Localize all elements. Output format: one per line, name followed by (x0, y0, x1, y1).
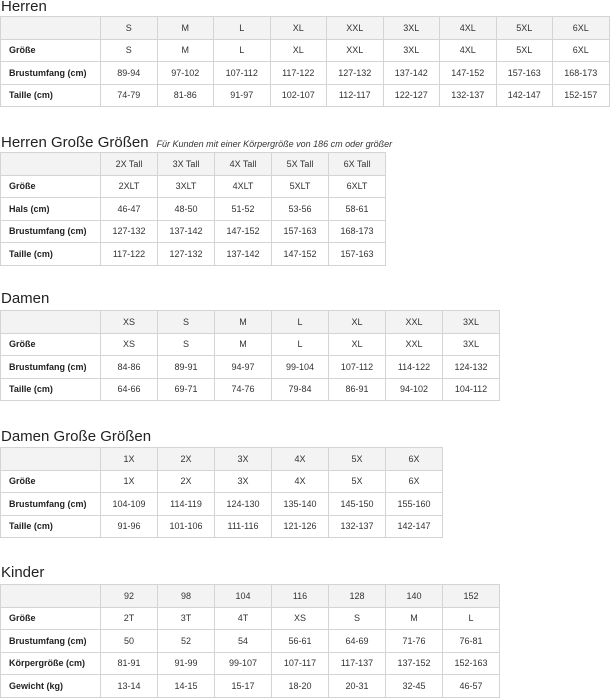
table-cell: XXL (386, 333, 443, 356)
header-corner-cell (1, 153, 101, 176)
table-cell: 1X (101, 470, 158, 493)
header-size-cell: 5X (329, 448, 386, 471)
header-corner-cell (1, 585, 101, 608)
header-corner-cell (1, 311, 101, 334)
table-row (1, 470, 443, 493)
header-size-cell: 140 (386, 585, 443, 608)
table-cell: 137-142 (158, 220, 215, 243)
row-label: Brustumfang (cm) (1, 356, 101, 379)
table-cell: 51-52 (215, 198, 272, 221)
row-label: Hals (cm) (1, 198, 101, 221)
table-header-row (1, 311, 500, 334)
table-cell: 52 (158, 630, 215, 653)
header-size-cell: 3X (215, 448, 272, 471)
table-cell: 107-112 (329, 356, 386, 379)
table-cell: 48-50 (158, 198, 215, 221)
header-size-cell: 98 (158, 585, 215, 608)
table-cell: 86-91 (329, 378, 386, 401)
section-title-damen (1, 290, 49, 307)
table-cell: 84-86 (101, 356, 158, 379)
table-cell: 3XL (383, 39, 440, 62)
table-cell: XS (272, 607, 329, 630)
header-size-cell: 92 (101, 585, 158, 608)
table-cell: 81-86 (157, 84, 214, 107)
table-cell: 155-160 (386, 493, 443, 516)
table-cell: 124-132 (443, 356, 500, 379)
row-label: Brustumfang (cm) (1, 220, 101, 243)
table-cell: M (386, 607, 443, 630)
header-size-cell: S (158, 311, 215, 334)
table-row (1, 198, 386, 221)
section-note: Für Kunden mit einer Körpergröße von 186 cm oder größer (156, 139, 393, 149)
table-row (1, 84, 610, 107)
table-cell: L (443, 607, 500, 630)
section-title-damen-gross (1, 428, 151, 445)
header-corner-cell (1, 17, 101, 40)
table-cell: L (272, 333, 329, 356)
table-cell: 5XL (496, 39, 553, 62)
table-cell: 122-127 (383, 84, 440, 107)
table-cell: 157-163 (496, 62, 553, 85)
row-label: Taille (cm) (1, 243, 101, 266)
section-title-herren-gross (1, 134, 392, 151)
header-corner-cell (1, 448, 101, 471)
header-size-cell: 2X Tall (101, 153, 158, 176)
table-cell: 89-94 (101, 62, 158, 85)
table-cell: 114-122 (386, 356, 443, 379)
row-label: Brustumfang (cm) (1, 62, 101, 85)
table-cell: 64-66 (101, 378, 158, 401)
table-cell: 124-130 (215, 493, 272, 516)
table-cell: 20-31 (329, 675, 386, 698)
table-cell: 111-116 (215, 515, 272, 538)
table-cell: 142-147 (386, 515, 443, 538)
row-label: Brustumfang (cm) (1, 493, 101, 516)
table-cell: 4T (215, 607, 272, 630)
table-cell: 121-126 (272, 515, 329, 538)
table-cell: 56-61 (272, 630, 329, 653)
table-cell: L (214, 39, 271, 62)
table-cell: 117-137 (329, 652, 386, 675)
table-cell: 18-20 (272, 675, 329, 698)
row-label: Brustumfang (cm) (1, 630, 101, 653)
table-cell: 132-137 (440, 84, 497, 107)
table-row (1, 220, 386, 243)
row-label: Gewicht (kg) (1, 675, 101, 698)
table-row (1, 175, 386, 198)
row-label: Größe (1, 175, 101, 198)
section-title-text: Kinder (1, 564, 45, 581)
table-row (1, 607, 500, 630)
table-cell: 50 (101, 630, 158, 653)
table-cell: 79-84 (272, 378, 329, 401)
header-size-cell: M (215, 311, 272, 334)
table-row (1, 39, 610, 62)
row-label: Taille (cm) (1, 84, 101, 107)
table-cell: 147-152 (215, 220, 272, 243)
table-cell: 132-137 (329, 515, 386, 538)
table-cell: M (215, 333, 272, 356)
section-title-text: Herren Große Größen (1, 134, 149, 151)
table-row (1, 356, 500, 379)
header-size-cell: S (101, 17, 158, 40)
table-cell: 2T (101, 607, 158, 630)
table-cell: 137-152 (386, 652, 443, 675)
row-label: Taille (cm) (1, 515, 101, 538)
size-table-kinder (0, 584, 500, 698)
table-cell: 14-15 (158, 675, 215, 698)
header-size-cell: L (272, 311, 329, 334)
table-cell: 32-45 (386, 675, 443, 698)
table-cell: 6XLT (329, 175, 386, 198)
table-header-row (1, 585, 500, 608)
header-size-cell: 1X (101, 448, 158, 471)
table-cell: 102-107 (270, 84, 327, 107)
size-table-damen-gross (0, 447, 443, 538)
table-cell: 76-81 (443, 630, 500, 653)
header-size-cell: 3XL (443, 311, 500, 334)
table-cell: 91-99 (158, 652, 215, 675)
size-table-herren (0, 16, 610, 107)
table-cell: 74-79 (101, 84, 158, 107)
table-cell: 114-119 (158, 493, 215, 516)
table-cell: 104-109 (101, 493, 158, 516)
section-title-kinder (1, 564, 44, 581)
table-row (1, 333, 500, 356)
section-title-text: Herren (1, 0, 47, 15)
header-size-cell: XL (270, 17, 327, 40)
section-title-text: Damen (1, 290, 50, 307)
table-row (1, 630, 500, 653)
table-row (1, 243, 386, 266)
table-cell: 168-173 (553, 62, 610, 85)
table-cell: 137-142 (383, 62, 440, 85)
table-cell: M (157, 39, 214, 62)
table-cell: 91-97 (214, 84, 271, 107)
section-title-herren (1, 0, 47, 15)
table-cell: XL (270, 39, 327, 62)
table-cell: 127-132 (327, 62, 384, 85)
table-cell: 94-102 (386, 378, 443, 401)
table-cell: S (158, 333, 215, 356)
table-cell: 101-106 (158, 515, 215, 538)
table-cell: 4X (272, 470, 329, 493)
table-cell: 64-69 (329, 630, 386, 653)
table-cell: S (101, 39, 158, 62)
section-title-text: Damen Große Größen (1, 428, 152, 445)
table-cell: 91-96 (101, 515, 158, 538)
table-row (1, 652, 500, 675)
table-cell: 81-91 (101, 652, 158, 675)
table-cell: 46-57 (443, 675, 500, 698)
header-size-cell: 6X Tall (329, 153, 386, 176)
table-cell: 145-150 (329, 493, 386, 516)
header-size-cell: 3XL (383, 17, 440, 40)
table-cell: 6X (386, 470, 443, 493)
table-cell: 107-117 (272, 652, 329, 675)
table-cell: 117-122 (270, 62, 327, 85)
header-size-cell: M (157, 17, 214, 40)
header-size-cell: XL (329, 311, 386, 334)
table-cell: 4XLT (215, 175, 272, 198)
table-cell: 69-71 (158, 378, 215, 401)
header-size-cell: 104 (215, 585, 272, 608)
table-cell: 74-76 (215, 378, 272, 401)
table-cell: 13-14 (101, 675, 158, 698)
table-cell: S (329, 607, 386, 630)
table-cell: 71-76 (386, 630, 443, 653)
table-cell: 107-112 (214, 62, 271, 85)
table-row (1, 62, 610, 85)
header-size-cell: 5XL (496, 17, 553, 40)
table-cell: 3T (158, 607, 215, 630)
table-cell: 112-117 (327, 84, 384, 107)
table-cell: 58-61 (329, 198, 386, 221)
table-cell: 5X (329, 470, 386, 493)
table-cell: 152-157 (553, 84, 610, 107)
table-cell: 137-142 (215, 243, 272, 266)
table-cell: 3XL (443, 333, 500, 356)
table-cell: 152-163 (443, 652, 500, 675)
table-row (1, 675, 500, 698)
table-cell: 53-56 (272, 198, 329, 221)
header-size-cell: 4XL (440, 17, 497, 40)
table-cell: XS (101, 333, 158, 356)
table-cell: XXL (327, 39, 384, 62)
header-size-cell: 6XL (553, 17, 610, 40)
table-cell: 2XLT (101, 175, 158, 198)
table-cell: 104-112 (443, 378, 500, 401)
table-cell: 135-140 (272, 493, 329, 516)
table-cell: 127-132 (101, 220, 158, 243)
table-row (1, 493, 443, 516)
table-header-row (1, 448, 443, 471)
header-size-cell: XS (101, 311, 158, 334)
row-label: Körpergröße (cm) (1, 652, 101, 675)
header-size-cell: 4X Tall (215, 153, 272, 176)
row-label: Größe (1, 607, 101, 630)
table-cell: 3X (215, 470, 272, 493)
table-cell: 147-152 (440, 62, 497, 85)
header-size-cell: 3X Tall (158, 153, 215, 176)
header-size-cell: 2X (158, 448, 215, 471)
header-size-cell: 6X (386, 448, 443, 471)
size-table-damen (0, 310, 500, 401)
table-cell: 99-107 (215, 652, 272, 675)
table-cell: 142-147 (496, 84, 553, 107)
table-header-row (1, 153, 386, 176)
table-cell: 147-152 (272, 243, 329, 266)
table-cell: 54 (215, 630, 272, 653)
header-size-cell: 128 (329, 585, 386, 608)
table-cell: 127-132 (158, 243, 215, 266)
table-cell: 157-163 (329, 243, 386, 266)
row-label: Größe (1, 39, 101, 62)
table-cell: 15-17 (215, 675, 272, 698)
table-cell: 6XL (553, 39, 610, 62)
table-cell: 2X (158, 470, 215, 493)
table-cell: 168-173 (329, 220, 386, 243)
table-cell: 94-97 (215, 356, 272, 379)
table-cell: 5XLT (272, 175, 329, 198)
row-label: Größe (1, 470, 101, 493)
table-cell: 4XL (440, 39, 497, 62)
header-size-cell: 116 (272, 585, 329, 608)
header-size-cell: XXL (386, 311, 443, 334)
header-size-cell: 5X Tall (272, 153, 329, 176)
header-size-cell: 152 (443, 585, 500, 608)
row-label: Taille (cm) (1, 378, 101, 401)
header-size-cell: XXL (327, 17, 384, 40)
table-cell: 97-102 (157, 62, 214, 85)
table-row (1, 378, 500, 401)
header-size-cell: 4X (272, 448, 329, 471)
table-cell: 89-91 (158, 356, 215, 379)
row-label: Größe (1, 333, 101, 356)
table-cell: 3XLT (158, 175, 215, 198)
table-header-row (1, 17, 610, 40)
table-cell: XL (329, 333, 386, 356)
table-cell: 117-122 (101, 243, 158, 266)
table-cell: 99-104 (272, 356, 329, 379)
table-cell: 157-163 (272, 220, 329, 243)
size-table-herren-gross (0, 152, 386, 266)
header-size-cell: L (214, 17, 271, 40)
table-row (1, 515, 443, 538)
table-cell: 46-47 (101, 198, 158, 221)
